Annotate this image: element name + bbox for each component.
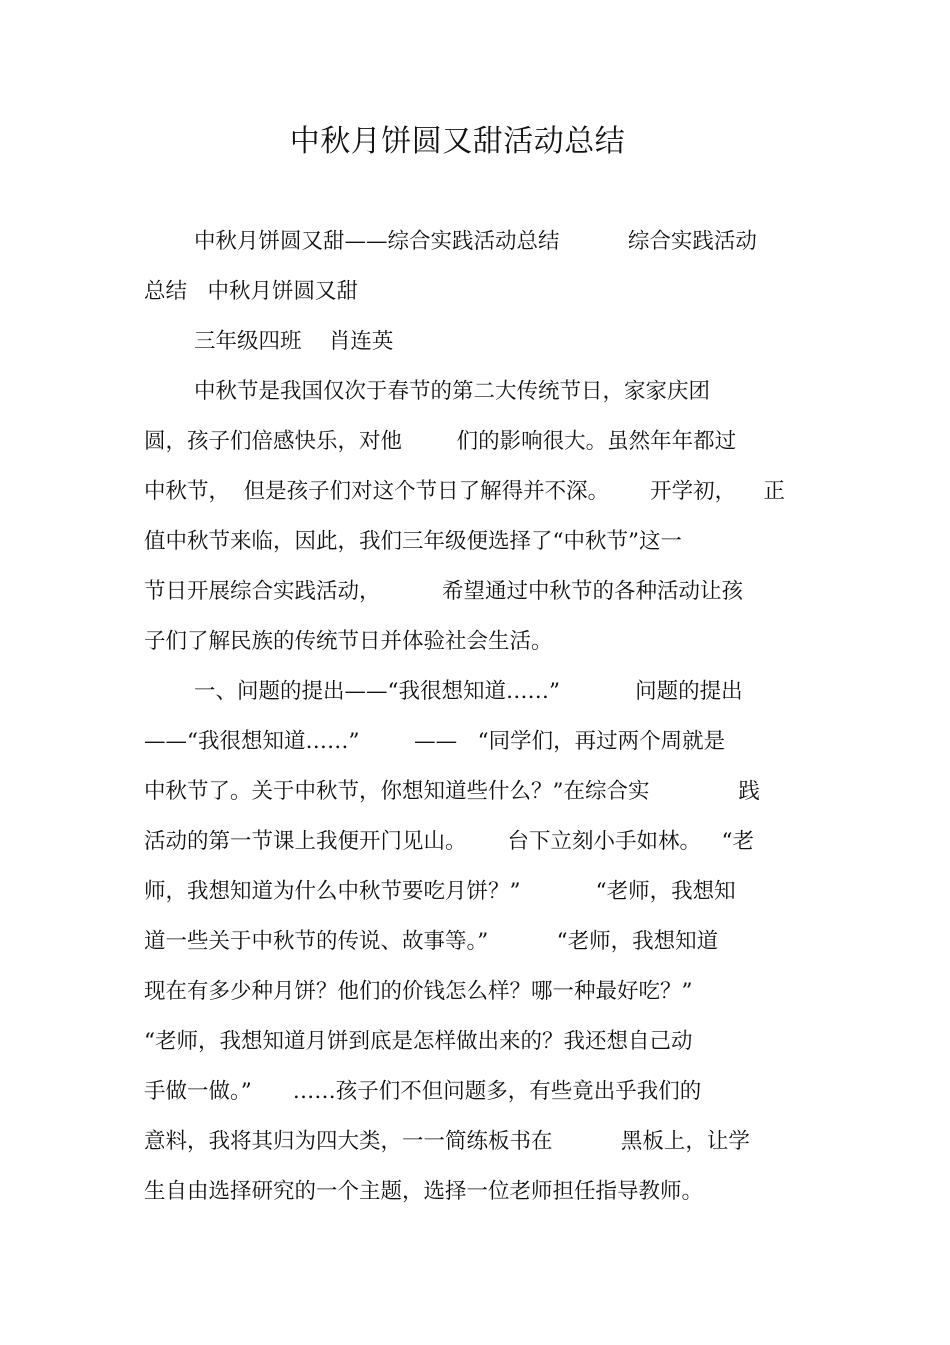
text-line: 中秋节是我国仅次于春节的第二大传统节日，家家庆团: [194, 379, 711, 404]
text-line: 活动的第一节课上我便开门见山。 台下立刻小手如林。 “老: [144, 829, 755, 854]
text-line: 中秋节， 但是孩子们对这个节日了解得并不深。 开学初， 正: [144, 479, 786, 504]
text-line: 手做一做。” ……孩子们不但问题多，有些竟出乎我们的: [144, 1079, 702, 1104]
section-heading-line: 一、问题的提出——“我很想知道……” 问题的提出: [194, 679, 743, 704]
document-title: 中秋月饼圆又甜活动总结: [289, 124, 626, 159]
text-line: 道一些关于中秋节的传说、故事等。” “老师，我想知道: [144, 929, 719, 954]
text-line: 现在有多少种月饼？他们的价钱怎么样？哪一种最好吃？”: [144, 979, 693, 1004]
text-line: 子们了解民族的传统节日并体验社会生活。: [144, 629, 553, 654]
text-line: 节日开展综合实践活动， 希望通过中秋节的各种活动让孩: [144, 579, 744, 604]
text-line: “老师，我想知道月饼到底是怎样做出来的？我还想自己动: [144, 1029, 693, 1054]
author-line: 三年级四班 肖连英: [194, 329, 394, 354]
text-line: 圆，孩子们倍感快乐，对他 们的影响很大。虽然年年都过: [144, 429, 737, 454]
text-line: 意料，我将其归为四大类，一一简练板书在 黑板上，让学: [144, 1129, 750, 1154]
text-line: 总结 中秋月饼圆又甜: [144, 279, 359, 304]
text-line: ——“我很想知道……” —— “同学们，再过两个周就是: [144, 729, 726, 754]
document-body: [144, 222, 814, 1222]
text-line: 中秋月饼圆又甜——综合实践活动总结 综合实践活动: [194, 229, 757, 254]
text-line: 值中秋节来临，因此，我们三年级便选择了“中秋节”这一: [144, 529, 682, 554]
text-line: 师，我想知道为什么中秋节要吃月饼？” “老师，我想知: [144, 879, 736, 904]
text-line: 中秋节了。关于中秋节，你想知道些什么？”在综合实 践: [144, 779, 760, 804]
text-line: 生自由选择研究的一个主题，选择一位老师担任指导教师。: [144, 1179, 704, 1204]
